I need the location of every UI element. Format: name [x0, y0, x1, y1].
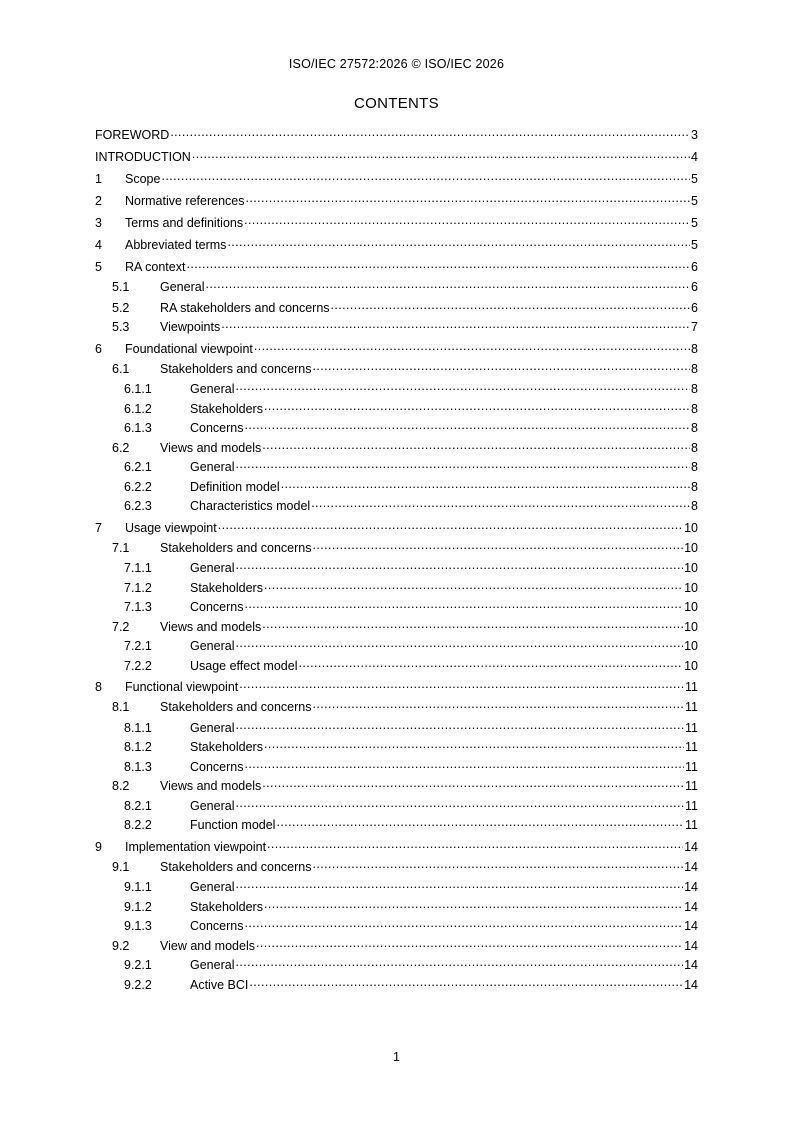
toc-entry[interactable] — [95, 257, 698, 279]
dot-leader — [312, 859, 683, 871]
toc-entry-page: 8 — [691, 341, 698, 356]
toc-entry-number: 8.2 — [112, 779, 130, 793]
toc-entry-number: 5.2 — [112, 300, 130, 315]
toc-entry-number: 3 — [95, 216, 102, 230]
toc-entry-label: Views and models — [160, 440, 262, 455]
toc-entry[interactable] — [95, 213, 698, 235]
toc-entry-label: General — [190, 880, 235, 894]
toc-entry-page: 10 — [684, 619, 698, 634]
toc-entry[interactable] — [95, 798, 698, 818]
dot-leader — [312, 699, 684, 711]
toc-entry-label: Stakeholders — [190, 740, 263, 754]
toc-entry-page: 5 — [691, 172, 698, 186]
toc-entry-page: 11 — [685, 680, 698, 694]
page-title: CONTENTS — [354, 95, 439, 112]
dot-leader — [235, 720, 684, 732]
dot-leader — [256, 938, 683, 950]
toc-entry-number: 9.2.1 — [124, 958, 152, 972]
toc-entry-label: Concerns — [190, 919, 244, 933]
toc-entry-page: 8 — [691, 440, 698, 455]
dot-leader — [161, 171, 690, 183]
toc-entry-number: 8.1.3 — [124, 759, 152, 774]
toc-entry[interactable] — [95, 300, 698, 320]
toc-entry-page: 5 — [691, 216, 698, 230]
toc-entry-label: General — [190, 561, 235, 575]
toc-entry[interactable] — [95, 540, 698, 561]
toc-entry-number: 6.1.2 — [124, 401, 152, 416]
toc-entry-label: View and models — [160, 938, 255, 953]
toc-entry-number: 6.2 — [112, 440, 130, 455]
toc-entry-number: 7.2.1 — [124, 639, 152, 653]
toc-entry-label: Views and models — [160, 619, 262, 634]
toc-entry-label: Function model — [190, 818, 276, 832]
toc-entry-number: 8.2.1 — [124, 798, 152, 813]
dot-leader — [249, 977, 683, 989]
dot-leader — [218, 520, 683, 532]
dot-leader — [281, 479, 690, 491]
toc-entry-label: Viewpoints — [160, 320, 221, 334]
toc-entry-page: 10 — [684, 658, 698, 673]
toc-entry[interactable] — [95, 899, 698, 919]
dot-leader — [235, 798, 684, 810]
dot-leader — [192, 149, 690, 161]
toc-entry-number: 5.3 — [112, 320, 130, 334]
toc-entry[interactable] — [95, 191, 698, 213]
dot-leader — [245, 759, 685, 771]
dot-leader — [264, 401, 690, 413]
toc-entry-page: 11 — [685, 700, 698, 714]
toc-entry[interactable] — [95, 147, 698, 169]
toc-entry[interactable] — [95, 677, 698, 699]
dot-leader — [244, 215, 690, 227]
toc-entry-number: 8 — [95, 680, 102, 694]
toc-entry-label: Stakeholders and concerns — [160, 859, 312, 874]
toc-entry-number: 9.2.2 — [124, 977, 152, 992]
toc-entry[interactable] — [95, 361, 698, 382]
toc-entry-page: 14 — [684, 919, 698, 933]
toc-entry-label: General — [190, 958, 235, 972]
toc-entry[interactable] — [95, 638, 698, 658]
toc-entry-label: RA stakeholders and concerns — [160, 300, 330, 315]
toc-entry-label: Views and models — [160, 779, 262, 793]
toc-entry-number: 9.1.2 — [124, 899, 152, 914]
toc-entry-page: 8 — [691, 479, 698, 494]
toc-entry-page: 10 — [684, 561, 698, 575]
toc-entry-label: Implementation viewpoint — [125, 839, 267, 854]
toc-entry[interactable] — [95, 658, 698, 678]
dot-leader — [170, 127, 690, 139]
toc-entry-number: 9 — [95, 839, 102, 854]
toc-entry[interactable] — [95, 699, 698, 720]
dot-leader — [262, 619, 683, 631]
dot-leader — [262, 778, 684, 790]
dot-leader — [264, 899, 683, 911]
toc-entry-label: Stakeholders and concerns — [160, 540, 312, 555]
toc-entry-label: Stakeholders — [190, 580, 263, 595]
dot-leader — [245, 918, 684, 930]
dot-leader — [264, 580, 683, 592]
toc-entry-number: 6.2.3 — [124, 499, 152, 513]
toc-entry-number: 8.1.1 — [124, 720, 152, 735]
toc-entry-number: 6.1 — [112, 361, 130, 376]
dot-leader — [186, 259, 690, 271]
dot-leader — [264, 739, 684, 751]
dot-leader — [311, 498, 690, 510]
toc-entry-label: Concerns — [190, 759, 244, 774]
toc-entry[interactable] — [95, 778, 698, 798]
toc-entry[interactable] — [95, 319, 698, 339]
toc-entry[interactable] — [95, 560, 698, 580]
dot-leader — [298, 658, 683, 670]
toc-entry-page: 14 — [684, 839, 698, 854]
toc-entry[interactable] — [95, 339, 698, 361]
toc-entry[interactable] — [95, 739, 698, 759]
toc-entry-label: General — [190, 639, 235, 653]
toc-entry[interactable] — [95, 759, 698, 779]
toc-entry-number: 7.2 — [112, 619, 130, 634]
toc-entry-page: 14 — [684, 977, 698, 992]
toc-entry-page: 7 — [691, 320, 698, 334]
toc-entry[interactable] — [95, 599, 698, 619]
toc-entry-page: 11 — [685, 818, 698, 832]
toc-entry-label: Stakeholders — [190, 899, 263, 914]
toc-entry-label: Normative references — [125, 194, 245, 208]
dot-leader — [262, 440, 690, 452]
toc-entry-page: 3 — [691, 128, 698, 142]
toc-entry-page: 6 — [691, 280, 698, 294]
toc-entry[interactable] — [95, 169, 698, 191]
toc-entry-label: Concerns — [190, 600, 244, 614]
toc-entry-page: 10 — [684, 520, 698, 535]
toc-entry-page: 11 — [685, 798, 698, 813]
toc-entry-page: 5 — [691, 238, 698, 252]
toc-entry-page: 8 — [691, 460, 698, 474]
toc-entry-number: 7.1.3 — [124, 600, 152, 614]
table-of-contents — [95, 125, 698, 996]
toc-entry-number: 7.1.2 — [124, 580, 152, 595]
toc-entry-number: 8.1.2 — [124, 740, 152, 754]
toc-entry[interactable] — [95, 498, 698, 518]
toc-entry-label: General — [190, 720, 235, 735]
toc-entry[interactable] — [95, 459, 698, 479]
toc-entry-label: Abbreviated terms — [125, 238, 227, 252]
toc-entry-page: 8 — [691, 401, 698, 416]
dot-leader — [331, 300, 691, 312]
toc-entry-number: 8.2.2 — [124, 818, 152, 832]
toc-entry[interactable] — [95, 125, 698, 147]
toc-entry[interactable] — [95, 837, 698, 859]
toc-entry-number: 7.1 — [112, 540, 130, 555]
toc-entry-page: 6 — [691, 300, 698, 315]
toc-entry[interactable] — [95, 401, 698, 421]
toc-entry-number: 6.2.2 — [124, 479, 152, 494]
toc-entry[interactable] — [95, 918, 698, 938]
running-header: ISO/IEC 27572:2026 © ISO/IEC 2026 — [288, 57, 505, 71]
toc-entry-number: 1 — [95, 172, 102, 186]
dot-leader — [235, 638, 683, 650]
toc-entry-number: 9.1.3 — [124, 919, 152, 933]
dot-leader — [227, 237, 690, 249]
toc-entry-label: Scope — [125, 172, 161, 186]
toc-entry-page: 10 — [684, 540, 698, 555]
toc-entry-number: 6.1.3 — [124, 421, 152, 435]
toc-entry-page: 8 — [691, 499, 698, 513]
dot-leader — [235, 459, 690, 471]
toc-entry-page: 14 — [684, 899, 698, 914]
toc-entry[interactable] — [95, 580, 698, 600]
dot-leader — [312, 361, 690, 373]
toc-entry-label: Concerns — [190, 421, 244, 435]
toc-entry[interactable] — [95, 518, 698, 540]
toc-entry[interactable] — [95, 977, 698, 997]
toc-entry-label: Active BCI — [190, 977, 249, 992]
toc-entry-number: 9.1 — [112, 859, 130, 874]
toc-entry[interactable] — [95, 440, 698, 460]
toc-entry-number: 7.1.1 — [124, 561, 152, 575]
toc-entry[interactable] — [95, 859, 698, 880]
toc-entry-label: Stakeholders and concerns — [160, 700, 312, 714]
toc-entry-number: 5 — [95, 260, 102, 274]
dot-leader — [246, 193, 691, 205]
toc-entry-number: 9.2 — [112, 938, 130, 953]
toc-entry-number: 9.1.1 — [124, 880, 152, 894]
toc-entry-label: General — [190, 460, 235, 474]
dot-leader — [312, 540, 683, 552]
toc-entry-label: Usage effect model — [190, 658, 298, 673]
toc-entry-label: Foundational viewpoint — [125, 341, 253, 356]
toc-entry-label: Stakeholders and concerns — [160, 361, 312, 376]
toc-entry-label: Functional viewpoint — [125, 680, 239, 694]
toc-entry-page: 8 — [691, 361, 698, 376]
toc-entry-page: 8 — [691, 382, 698, 396]
toc-entry-label: Stakeholders — [190, 401, 263, 416]
dot-leader — [205, 279, 690, 291]
toc-entry-number: 7 — [95, 520, 102, 535]
toc-entry[interactable] — [95, 279, 698, 300]
toc-entry[interactable] — [95, 479, 698, 499]
toc-entry[interactable] — [95, 720, 698, 740]
toc-entry-label: Terms and definitions — [125, 216, 244, 230]
toc-entry-page: 10 — [684, 639, 698, 653]
toc-entry[interactable] — [95, 879, 698, 899]
toc-entry-page: 11 — [685, 740, 698, 754]
toc-entry-number: 8.1 — [112, 700, 130, 714]
toc-entry-page: 11 — [685, 759, 698, 774]
dot-leader — [254, 341, 690, 353]
toc-entry-label: FOREWORD — [95, 128, 170, 142]
toc-entry-page: 11 — [685, 779, 698, 793]
dot-leader — [221, 319, 690, 331]
toc-entry[interactable] — [95, 938, 698, 958]
dot-leader — [235, 957, 683, 969]
toc-entry-number: 5.1 — [112, 280, 130, 294]
dot-leader — [245, 420, 691, 432]
toc-entry-page: 14 — [684, 859, 698, 874]
toc-entry-page: 8 — [691, 421, 698, 435]
toc-entry-page: 6 — [691, 260, 698, 274]
dot-leader — [267, 839, 683, 851]
dot-leader — [276, 817, 684, 829]
toc-entry[interactable] — [95, 817, 698, 837]
toc-entry-number: 6.1.1 — [124, 382, 152, 396]
toc-entry-page: 14 — [684, 958, 698, 972]
toc-entry-number: 6.2.1 — [124, 460, 152, 474]
toc-entry-number: 7.2.2 — [124, 658, 152, 673]
toc-entry-label: RA context — [125, 260, 186, 274]
toc-entry-page: 10 — [684, 580, 698, 595]
dot-leader — [235, 381, 690, 393]
toc-entry-label: Usage viewpoint — [125, 520, 217, 535]
toc-entry-page: 5 — [691, 194, 698, 208]
toc-entry-number: 4 — [95, 238, 102, 252]
dot-leader — [245, 599, 684, 611]
toc-entry-number: 6 — [95, 341, 102, 356]
toc-entry-page: 11 — [685, 720, 698, 735]
toc-entry[interactable] — [95, 619, 698, 639]
toc-entry-label: General — [190, 798, 235, 813]
toc-entry[interactable] — [95, 381, 698, 401]
toc-entry-label: Characteristics model — [190, 499, 311, 513]
toc-entry-label: INTRODUCTION — [95, 150, 191, 164]
toc-entry-page: 10 — [684, 600, 698, 614]
toc-entry[interactable] — [95, 957, 698, 977]
toc-entry[interactable] — [95, 235, 698, 257]
toc-entry-label: General — [160, 280, 205, 294]
dot-leader — [235, 879, 683, 891]
toc-entry-page: 14 — [684, 880, 698, 894]
toc-entry-page: 4 — [691, 150, 698, 164]
toc-entry[interactable] — [95, 420, 698, 440]
dot-leader — [239, 679, 684, 691]
page-number: 1 — [393, 1050, 400, 1064]
toc-entry-label: General — [190, 382, 235, 396]
dot-leader — [235, 560, 683, 572]
toc-entry-label: Definition model — [190, 479, 280, 494]
toc-entry-page: 14 — [684, 938, 698, 953]
toc-entry-number: 2 — [95, 194, 102, 208]
